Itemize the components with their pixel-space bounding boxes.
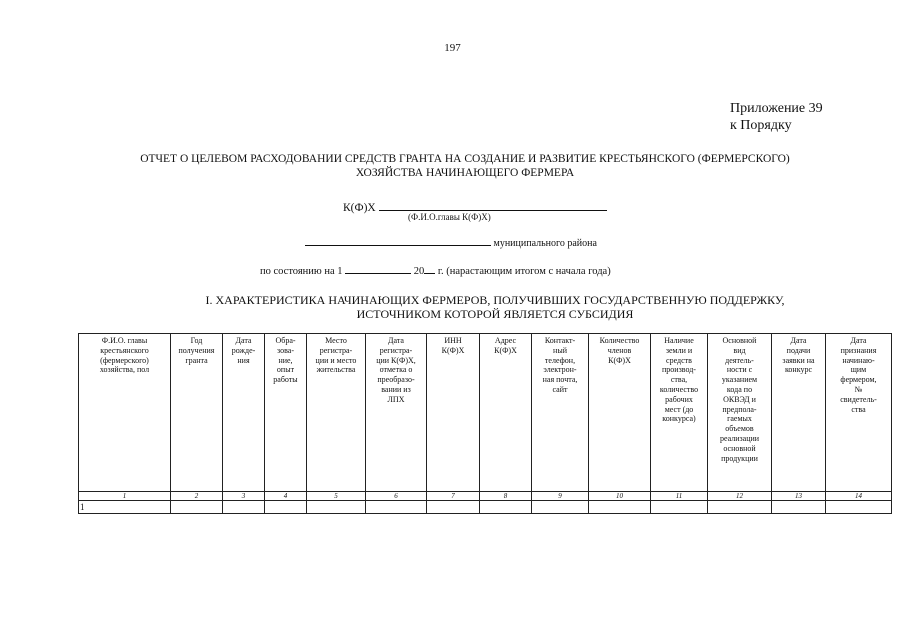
table-cell[interactable] xyxy=(307,501,366,514)
table-row xyxy=(79,501,892,514)
column-header-11-line: земли и xyxy=(665,345,693,355)
column-header-14-line: № xyxy=(854,384,863,394)
date-year-prefix: 20 xyxy=(413,266,425,277)
column-header-5-line: регистра- xyxy=(319,345,353,355)
column-header-6 xyxy=(366,334,427,492)
column-header-6-line: ции К(Ф)Х, xyxy=(376,355,416,365)
column-header-7-line: К(Ф)Х xyxy=(441,345,465,355)
column-number-2: 2 xyxy=(171,492,223,501)
report-date-field xyxy=(260,263,611,277)
report-table xyxy=(78,333,892,514)
column-header-9-line: сайт xyxy=(552,384,568,394)
column-header-5-line: Место xyxy=(325,336,347,345)
column-header-6-line: регистра- xyxy=(379,345,413,355)
table-cell[interactable] xyxy=(427,501,480,514)
column-header-12-line: ОКВЭД и xyxy=(723,394,756,404)
appendix-reference xyxy=(730,100,823,134)
column-header-4-line: ние, xyxy=(278,355,293,365)
appendix-number: Приложение 39 xyxy=(730,101,823,116)
column-header-12-line: объемов xyxy=(725,424,754,434)
column-header-14-line: фермером, xyxy=(840,375,877,385)
column-header-12-line: гаемых xyxy=(727,414,752,424)
column-number-1: 1 xyxy=(79,492,171,501)
column-number-13: 13 xyxy=(772,492,826,501)
column-header-13 xyxy=(772,334,826,492)
column-header-9-line: электрон- xyxy=(543,365,577,375)
table-cell[interactable] xyxy=(532,501,589,514)
column-header-5-line: ции и место xyxy=(315,355,357,365)
column-header-1-line: крестьянского xyxy=(100,345,149,355)
column-header-13-line: конкурс xyxy=(784,365,813,375)
document-title xyxy=(100,152,830,180)
column-header-11-line: производ- xyxy=(662,365,696,375)
column-header-2-line: получения xyxy=(178,345,215,355)
column-number-5: 5 xyxy=(307,492,366,501)
column-header-8-line: К(Ф)Х xyxy=(494,345,517,355)
column-number-10: 10 xyxy=(589,492,651,501)
farm-caption: (Ф.И.О.главы К(Ф)Х) xyxy=(408,212,491,222)
date-year-blank xyxy=(424,263,435,274)
column-header-11-line: средств xyxy=(666,355,692,365)
column-header-10-line: К(Ф)Х xyxy=(608,355,631,365)
column-header-4-line: опыт xyxy=(276,365,295,375)
table-cell[interactable] xyxy=(651,501,708,514)
column-number-14: 14 xyxy=(826,492,892,501)
column-header-7-line: ИНН xyxy=(444,336,462,345)
table-cell[interactable]: 1 xyxy=(79,501,171,514)
column-header-12-line: ности с xyxy=(726,365,753,375)
column-header-11-line: мест (до xyxy=(664,404,694,414)
column-header-3-line: рожде- xyxy=(231,345,256,355)
column-header-10-line: членов xyxy=(607,345,632,355)
table-cell[interactable] xyxy=(265,501,307,514)
column-header-12-line: предпола- xyxy=(722,404,757,414)
farm-name-blank xyxy=(379,200,607,211)
column-header-8 xyxy=(480,334,532,492)
document-title-line-1: ОТЧЕТ О ЦЕЛЕВОМ РАСХОДОВАНИИ СРЕДСТВ ГРАНТА НА СОЗДАНИЕ И РАЗВИТИЕ КРЕСТЬЯНСКОГО (ФЕРМЕРСКОГО) xyxy=(140,153,790,165)
column-header-6-line: ЛПХ xyxy=(387,394,405,404)
farm-label: К(Ф)Х xyxy=(343,202,376,214)
column-header-11 xyxy=(651,334,708,492)
column-header-10 xyxy=(589,334,651,492)
table-cell[interactable] xyxy=(589,501,651,514)
column-header-9 xyxy=(532,334,589,492)
column-header-12-line: продукции xyxy=(721,453,758,463)
column-header-10-line: Количество xyxy=(599,336,640,345)
column-header-12-line: вид xyxy=(733,345,746,355)
date-suffix: г. (нарастающим итогом с начала года) xyxy=(437,266,611,277)
column-header-6-line: отметка о xyxy=(379,365,413,375)
column-header-9-line: ный xyxy=(553,345,567,355)
column-header-14-line: Дата xyxy=(850,336,867,345)
column-header-14 xyxy=(826,334,892,492)
table-cell[interactable] xyxy=(171,501,223,514)
appendix-order: к Порядку xyxy=(730,118,792,133)
column-number-3: 3 xyxy=(223,492,265,501)
column-header-14-line: ства xyxy=(851,404,866,414)
column-header-4-line: Обра- xyxy=(275,336,296,345)
column-header-1 xyxy=(79,334,171,492)
table-cell[interactable] xyxy=(708,501,772,514)
column-header-11-line: Наличие xyxy=(664,336,694,345)
district-field xyxy=(305,235,597,249)
column-header-7 xyxy=(427,334,480,492)
column-header-4 xyxy=(265,334,307,492)
column-header-12-line: основной xyxy=(723,443,756,453)
column-header-8-line: Адрес xyxy=(494,336,517,345)
column-header-12-line: Основной xyxy=(722,336,757,345)
column-header-6-line: Дата xyxy=(388,336,404,345)
column-header-14-line: признания xyxy=(840,345,877,355)
column-header-2-line: гранта xyxy=(185,355,208,365)
column-number-7: 7 xyxy=(427,492,480,501)
column-header-13-line: Дата xyxy=(790,336,807,345)
column-header-5 xyxy=(307,334,366,492)
column-header-12-line: кода по xyxy=(726,384,753,394)
column-header-12 xyxy=(708,334,772,492)
column-number-11: 11 xyxy=(651,492,708,501)
column-header-2 xyxy=(171,334,223,492)
date-prefix: по состоянию на 1 xyxy=(260,266,343,277)
table-cell[interactable] xyxy=(772,501,826,514)
column-header-4-line: зова- xyxy=(277,345,294,355)
column-number-9: 9 xyxy=(532,492,589,501)
column-number-8: 8 xyxy=(480,492,532,501)
column-header-5-line: жительства xyxy=(316,365,356,375)
column-header-11-line: конкурса) xyxy=(662,414,696,424)
table-cell[interactable] xyxy=(366,501,427,514)
column-header-13-line: заявки на xyxy=(782,355,815,365)
column-header-14-line: свидетель- xyxy=(840,394,877,404)
column-header-6-line: вании из xyxy=(381,384,411,394)
column-header-6-line: преобразо- xyxy=(377,375,415,385)
column-header-12-line: деятель- xyxy=(725,355,754,365)
column-header-12-line: указанием xyxy=(721,375,758,385)
column-header-1-line: хозяйства, пол xyxy=(99,365,150,375)
column-header-2-line: Год xyxy=(190,336,203,345)
column-header-14-line: щим xyxy=(850,365,867,375)
column-header-9-line: телефон, xyxy=(544,355,576,365)
column-number-6: 6 xyxy=(366,492,427,501)
table-cell[interactable] xyxy=(223,501,265,514)
column-header-11-line: количество xyxy=(659,384,699,394)
column-numbers-row xyxy=(79,492,892,501)
section-title-line-2: ИСТОЧНИКОМ КОТОРОЙ ЯВЛЯЕТСЯ СУБСИДИЯ xyxy=(356,307,634,321)
column-number-4: 4 xyxy=(265,492,307,501)
column-header-13-line: подачи xyxy=(786,345,811,355)
table-header-row xyxy=(79,334,892,492)
column-header-9-line: ная почта, xyxy=(542,375,578,385)
column-header-12-line: реализации xyxy=(719,433,760,443)
date-month-blank xyxy=(345,263,411,274)
column-number-12: 12 xyxy=(708,492,772,501)
column-header-11-line: ства, xyxy=(670,375,688,385)
section-title xyxy=(195,293,795,321)
column-header-4-line: работы xyxy=(273,375,298,385)
section-title-line-1: I. ХАРАКТЕРИСТИКА НАЧИНАЮЩИХ ФЕРМЕРОВ, ПОЛУЧИВШИХ ГОСУДАРСТВЕННУЮ ПОДДЕРЖКУ, xyxy=(205,293,785,307)
column-header-3-line: Дата xyxy=(235,336,252,345)
table-body xyxy=(79,501,892,514)
column-header-3 xyxy=(223,334,265,492)
column-header-3-line: ния xyxy=(237,355,250,365)
column-header-14-line: начинаю- xyxy=(842,355,875,365)
column-header-11-line: рабочих xyxy=(665,394,693,404)
table-cell[interactable] xyxy=(480,501,532,514)
column-header-1-line: (фермерского) xyxy=(100,355,149,365)
document-title-line-2: ХОЗЯЙСТВА НАЧИНАЮЩЕГО ФЕРМЕРА xyxy=(355,167,575,179)
column-header-9-line: Контакт- xyxy=(544,336,576,345)
district-name-blank xyxy=(305,235,491,246)
table-cell[interactable] xyxy=(826,501,892,514)
column-header-1-line: Ф.И.О. главы xyxy=(101,336,148,345)
district-suffix: муниципального района xyxy=(493,238,597,249)
page-number: 197 xyxy=(444,42,461,54)
